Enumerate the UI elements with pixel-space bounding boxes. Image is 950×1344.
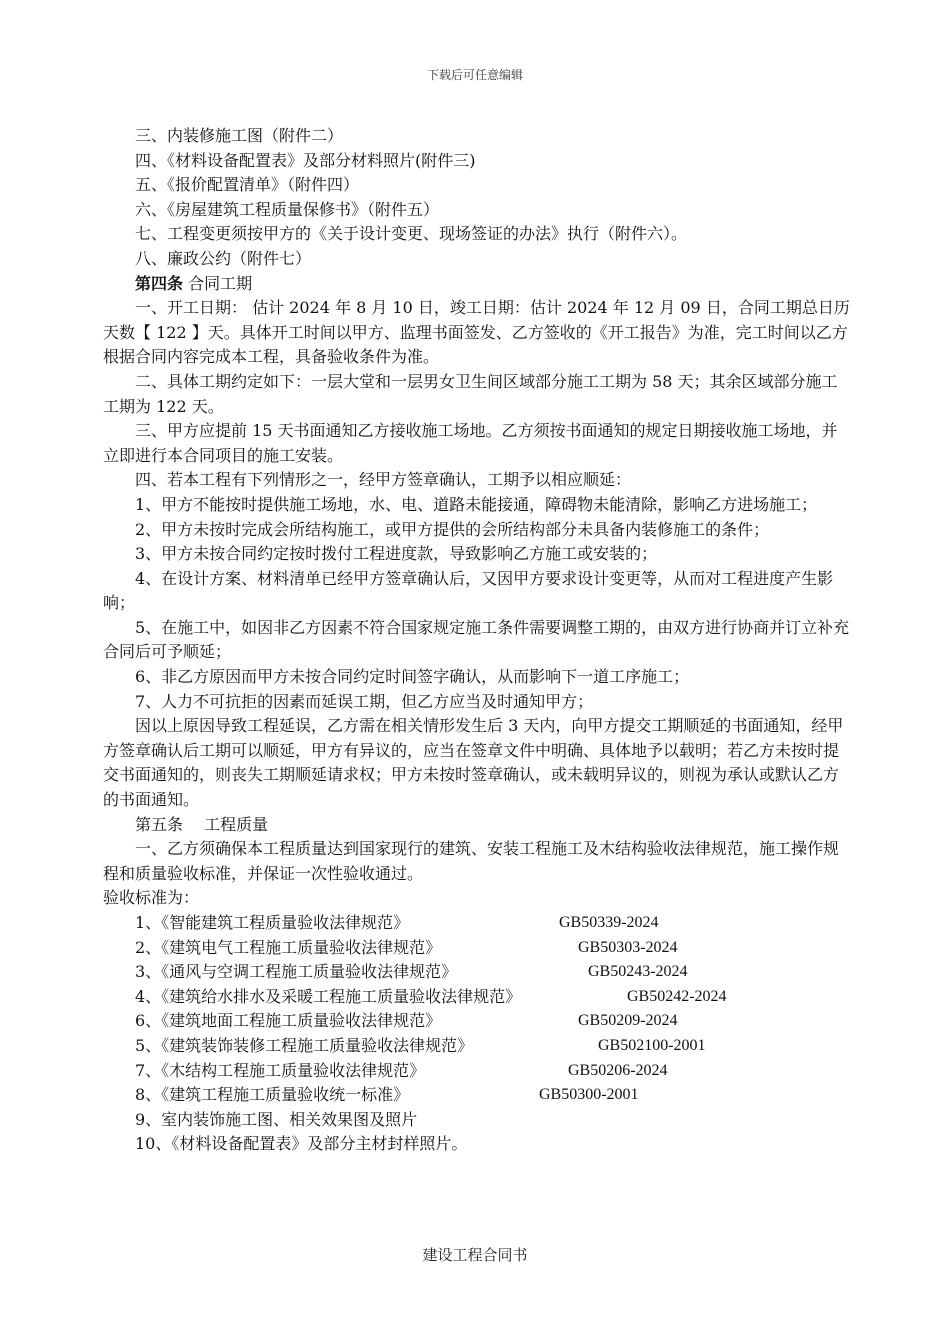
attachment-item: 四、《材料设备配置表》及部分材料照片(附件三) bbox=[135, 150, 476, 170]
article-4-title: 合同工期 bbox=[183, 273, 253, 293]
attachment-item: 五、《报价配置清单》（附件四） bbox=[135, 175, 360, 195]
standard-row bbox=[103, 936, 853, 961]
standards-label: 验收标准为： bbox=[103, 888, 200, 908]
paragraph: 2、甲方未按时完成会所结构施工，或甲方提供的会所结构部分未具备内装修施工的条件； bbox=[135, 519, 770, 539]
attachment-item: 三、内装修施工图（附件二） bbox=[135, 126, 344, 145]
standard-title: 6、《建筑地面工程施工质量验收法律规范》 bbox=[135, 1011, 442, 1031]
standard-title: 5、《建筑装饰装修工程施工质量验收法律规范》 bbox=[135, 1035, 474, 1055]
article-4-number: 第四条 bbox=[135, 273, 184, 293]
list-item: 10、《材料设备配置表》及部分主材封样照片。 bbox=[135, 1134, 468, 1154]
paragraph: 6、非乙方原因而甲方未按合同约定时间签字确认，从而影响下一道工序施工； bbox=[135, 667, 690, 687]
paragraph: 1、甲方不能按时提供施工场地，水、电、道路未能接通，障碍物未能清除，影响乙方进场施工； bbox=[135, 494, 818, 514]
paragraph: 3、甲方未按合同约定按时拨付工程进度款，导致影响乙方施工或安装的； bbox=[135, 544, 658, 564]
standard-row bbox=[103, 960, 853, 985]
standard-title: 2、《建筑电气工程施工质量验收法律规范》 bbox=[135, 937, 442, 957]
paragraph: 一、乙方须确保本工程质量达到国家现行的建筑、安装工程施工及木结构验收法律规范，施工操作规程和质量验收标准，并保证一次性验收通过。 bbox=[103, 839, 840, 883]
standard-title: 8、《建筑工程施工质量验收统一标准》 bbox=[135, 1085, 410, 1105]
standard-code: GB502100-2001 bbox=[598, 1036, 706, 1054]
standard-code: GB50339-2024 bbox=[559, 914, 659, 931]
paragraph: 7、人力不可抗拒的因素而延误工期，但乙方应当及时通知甲方； bbox=[135, 691, 594, 711]
attachment-item: 七、工程变更须按甲方的《关于设计变更、现场签证的办法》执行（附件六）。 bbox=[135, 224, 688, 244]
standard-title: 1、《智能建筑工程质量验收法律规范》 bbox=[135, 913, 410, 932]
standard-code: GB50209-2024 bbox=[578, 1012, 678, 1030]
attachment-item: 六、《房屋建筑工程质量保修书》（附件五） bbox=[135, 199, 440, 219]
standard-row bbox=[103, 911, 853, 936]
article-5-heading: 第五条 工程质量 bbox=[135, 814, 269, 834]
paragraph: 二、具体工期约定如下：一层大堂和一层男女卫生间区域部分施工工期为 58 天；其余区域部分施工工期为 122 天。 bbox=[103, 371, 838, 416]
standard-row bbox=[103, 985, 853, 1010]
paragraph: 一、开工日期： 估计 2024 年 8 月 10 日，竣工日期：估计 2024 年 12 月 09 日，合同工期总日历天数【 122 】天。具体开工时间以甲方、监理书面签发、乙方签收的《开工报告》为准，完工时间以乙方根据合同内容完成本工程，具备验收条件为准。 bbox=[103, 298, 850, 367]
standard-code: GB50206-2024 bbox=[568, 1061, 668, 1079]
standard-title: 4、《建筑给水排水及采暖工程施工质量验收法律规范》 bbox=[135, 986, 522, 1006]
article-4-heading bbox=[103, 272, 853, 297]
standard-code: GB50243-2024 bbox=[588, 963, 688, 981]
document-body bbox=[103, 124, 853, 1157]
standard-row bbox=[103, 1009, 853, 1034]
standard-row bbox=[103, 1059, 853, 1084]
standard-title: 7、《木结构工程施工质量验收法律规范》 bbox=[135, 1060, 426, 1080]
paragraph: 5、在施工中，如因非乙方因素不符合国家规定施工条件需要调整工期的，由双方进行协商并订立补充合同后可予顺延； bbox=[103, 617, 850, 662]
paragraph: 四、若本工程有下列情形之一，经甲方签章确认，工期予以相应顺延： bbox=[135, 470, 632, 490]
standard-row bbox=[103, 1083, 853, 1108]
page-header: 下载后可任意编辑 bbox=[426, 68, 523, 82]
standard-code: GB50303-2024 bbox=[578, 938, 678, 956]
standard-code: GB50242-2024 bbox=[627, 987, 727, 1005]
attachment-item: 八、廉政公约（附件七） bbox=[135, 248, 312, 268]
page-footer: 建设工程合同书 bbox=[422, 1246, 528, 1264]
paragraph: 因以上原因导致工程延误，乙方需在相关情形发生后 3 天内，向甲方提交工期顺延的书面通知，经甲方签章确认后工期可以顺延，甲方有异议的，应当在签章文件中明确、具体地予以载明；若乙方未按时提交书面通知的，则丧失工期顺延请求权；甲方未按时签章确认，或未载明异议的，则视为承认或默认乙方的书面通知。 bbox=[103, 716, 844, 810]
paragraph: 三、甲方应提前 15 天书面通知乙方接收施工场地。乙方须按书面通知的规定日期接收施工场地，并立即进行本合同项目的施工安装。 bbox=[103, 421, 838, 465]
standard-row bbox=[103, 1034, 853, 1059]
standard-code: GB50300-2001 bbox=[539, 1086, 639, 1104]
list-item: 9、室内装饰施工图、相关效果图及照片 bbox=[135, 1109, 418, 1129]
paragraph: 4、在设计方案、材料清单已经甲方签章确认后，又因甲方要求设计变更等，从而对工程进度产生影响； bbox=[103, 568, 834, 613]
standard-title: 3、《通风与空调工程施工质量验收法律规范》 bbox=[135, 962, 458, 982]
